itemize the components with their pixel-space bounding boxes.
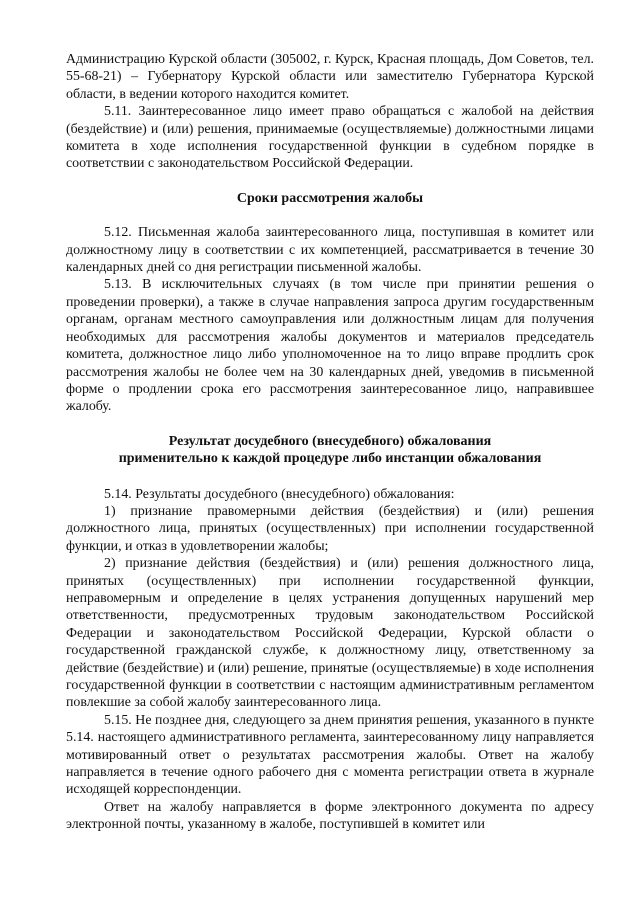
paragraph-5-14-item-1: 1) признание правомерными действия (бездействия) и (или) решения должностного лица, принятых (осуществленных) при исполнении государственной функции, и отказ в удовлетворении жалобы; (66, 503, 594, 554)
section-heading-result: Результат досудебного (внесудебного) обжалования (168, 433, 492, 449)
paragraph-5-12: 5.12. Письменная жалоба заинтересованного лица, поступившая в комитет или должностному лицу в соответствии с их компетенцией, рассматривается в течение 30 календарных дней со дня регистрации письменной жалобы. (66, 225, 594, 276)
paragraph-5-14-item-2: 2) признание действия (бездействия) и (или) решения должностного лица, принятых (осуществленных) при исполнении государственной функции, неправомерным и определение в целях устранения допущенных нарушений мер ответственности, предусмотренных трудовым законодательством Российской Федерации и законодательством Российской Федерации, Курской области о государственной гражданской службе, к должностному лицу, ответственному за действие (бездействие) и (или) решение, принятые (осуществляемые) в ходе исполнения государственной функции в соответствии с настоящим административным регламентом повлекшие за собой жалобу заинтересованного лица. (66, 556, 594, 711)
section-subheading-result: применительно к каждой процедуре либо инстанции обжалования (118, 451, 542, 467)
document-body (66, 51, 594, 834)
paragraph-5-11: 5.11. Заинтересованное лицо имеет право обращаться с жалобой на действия (бездействие) и (или) решения, принимаемые (осуществляемые) должностными лицами комитета в ходе исполнения государственной функции в судебном порядке в соответствии с законодательством Российской Федерации. (66, 104, 594, 172)
paragraph-5-15: 5.15. Не позднее дня, следующего за днем принятия решения, указанного в пункте 5.14. настоящего административного регламента, заинтересованному лицу направляется мотивированный ответ о результатах рассмотрения жалобы. Ответ на жалобу направляется в течение одного рабочего дня с момента регистрации ответа в журнале исходящей корреспонденции. (66, 712, 594, 798)
paragraph-5-13: 5.13. В исключительных случаях (в том числе при принятии решения о проведении проверки), а также в случае направления запроса другим государственным органам, органам местного самоуправления или должностным лицам для получения необходимых для рассмотрения жалобы документов и материалов председатель комитета, должностное лицо либо уполномоченное на то лицо вправе продлить срок рассмотрения жалобы не более чем на 30 календарных дней, уведомив в письменной форме о продлении срока его рассмотрения заинтересованное лицо, направившее жалобу. (66, 277, 594, 415)
section-heading-terms: Сроки рассмотрения жалобы (236, 190, 424, 206)
paragraph-5-14: 5.14. Результаты досудебного (внесудебного) обжалования: (104, 486, 455, 502)
paragraph-electronic-response: Ответ на жалобу направляется в форме электронного документа по адресу электронной почты, указанному в жалобе, поступившей в комитет или (66, 799, 594, 833)
paragraph-intro: Администрацию Курской области (305002, г. Курск, Красная площадь, Дом Советов, тел. 55-68-21) – Губернатору Курской области или заместителю Губернатора Курской области, в ведении которого находится комитет. (66, 52, 594, 102)
